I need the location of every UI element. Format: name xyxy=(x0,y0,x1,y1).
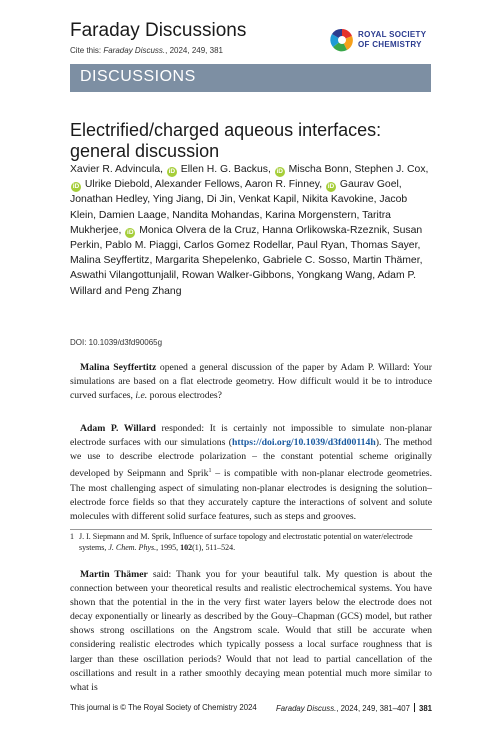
orcid-icon[interactable]: iD xyxy=(276,168,283,175)
author: Xavier R. Advincula, xyxy=(70,164,163,175)
paragraph-text: responded: It is certainly not impossible to simulate non-planar electrode surfaces with our simulations ( xyxy=(70,423,432,449)
footer-journal: Faraday Discuss. xyxy=(276,704,337,713)
paragraph-text: i.e. xyxy=(135,390,148,402)
speaker-name: Martin Thämer xyxy=(80,569,148,580)
speaker-name: Malina Seyffertitz xyxy=(80,362,157,373)
footnote-ref[interactable]: 1 xyxy=(208,468,212,475)
discussion-paragraph xyxy=(70,422,432,524)
citation-line xyxy=(70,46,223,55)
rsc-logo-text xyxy=(358,30,426,50)
orcid-icon[interactable]: iD xyxy=(72,183,80,191)
cite-prefix: Cite this: xyxy=(70,46,104,55)
banner-label: DISCUSSIONS xyxy=(80,68,196,85)
footer-rest: , 2024, 249, 381–407 xyxy=(336,704,410,713)
footer-divider xyxy=(414,703,415,712)
author: Ellen H. G. Backus, xyxy=(180,164,271,175)
page-number: 381 xyxy=(418,704,432,713)
orcid-icon[interactable]: iD xyxy=(168,168,176,175)
doi[interactable]: DOI: 10.1039/d3fd90065g xyxy=(70,338,163,347)
paragraph-text: porous electrodes? xyxy=(147,390,222,402)
logo-line2: OF CHEMISTRY xyxy=(358,40,422,49)
rsc-logo-icon xyxy=(330,28,354,52)
section-banner xyxy=(70,64,431,92)
paragraph-text: – is compatible with non-planar electrode geometries. The most challenging aspect of simulating non-planar electrodes is designing the solution–electrode force fields so that they accurately capture the interactions of solvent and solute molecules with different solid surface features, such as steps and grooves. xyxy=(70,468,432,522)
author-list xyxy=(70,162,430,299)
paragraph-text: opened a general discussion of the paper by Adam P. Willard: Your simulations are based on a flat electrode geometry. How difficult would it be to introduce curved surfaces, xyxy=(70,362,432,402)
footnote-journal: J. Chem. Phys. xyxy=(108,543,157,552)
journal-title: Faraday Discussions xyxy=(70,20,247,41)
orcid-icon[interactable]: iD xyxy=(127,228,134,236)
cite-journal: Faraday Discuss. xyxy=(103,46,166,55)
footnote-text xyxy=(79,531,432,553)
logo-line1: ROYAL SOCIETY xyxy=(358,30,427,39)
author: Mischa Bonn, xyxy=(288,164,352,175)
footnote-part: , 1995, xyxy=(156,543,181,552)
speaker-name: Adam P. Willard xyxy=(80,423,156,434)
doi-link[interactable]: https://doi.org/10.1039/d3fd00114h xyxy=(231,437,376,449)
author: Monica Olvera de la Cruz, Hanna Orlikowska-Rzeznik, Susan Perkin, Pablo M. Piaggi, Carlos Gomez Rodellar, Paul Ryan, Thomas Sayer, Malina Seyffertitz, Margarita Shepelenko, Gabriele C. Sosso, Martin Thämer, Aswathi Vilangottunjalil, Rowan Walker-Gibbons, Yongkang Wang, Adam P. Willard and Peng Zhang xyxy=(70,224,423,297)
discussion-paragraph xyxy=(70,361,432,403)
orcid-icon[interactable]: iD xyxy=(327,183,335,191)
author: Aaron R. Finney, xyxy=(244,179,323,191)
author: Stephen J. Cox, xyxy=(354,164,429,175)
footnote xyxy=(70,531,432,553)
page-footer xyxy=(70,703,432,717)
footnote-volume: 102 xyxy=(180,543,193,552)
rsc-logo xyxy=(330,28,434,54)
footnote-divider xyxy=(70,529,432,530)
footnote-number: 1 xyxy=(70,532,74,541)
discussion-paragraph xyxy=(70,568,432,695)
footer-citation xyxy=(276,703,432,713)
author: Gaurav Goel, Jonathan Hedley, Ying Jiang, Di Jin, Venkat Kapil, Nikita Kavokine, Jacob Klein, Damien Laage, Nandita Mohandas, Karina Morgenstern, Taritra Mukherjee, xyxy=(70,179,408,236)
paragraph-text: ). The method we use to describe electrode polarization – the constant potential scheme originally developed by Seipmann and Sprik xyxy=(70,437,432,480)
footnote-part: J. I. Siepmann and M. Sprik, Influence of surface topology and electrostatic potential on water/electrode systems, xyxy=(79,532,413,552)
author: Ulrike Diebold, Alexander Fellows, xyxy=(84,179,243,191)
copyright-line: This journal is © The Royal Society of Chemistry 2024 xyxy=(70,703,257,712)
paper-title: Electrified/charged aqueous interfaces: general discussion xyxy=(70,120,382,162)
cite-rest: , 2024, 249, 381 xyxy=(165,46,223,55)
paragraph-text: said: Thank you for your beautiful talk. My question is about the connection between your theoretical results and realistic electrochemical systems. You have shown that the potential in the in the very first water layers below the electrode does not decay exponentially or linearly as described by the Gouy–Chapman (GCS) model, but rather shows strong oscillations on the Angstrom scale. Would that still be accurate when considering realistic electrodes which typically possess a local surface roughness that is larger than these oscillation periods? Would that not lead to partial cancellation of the oscillations and result in a rather smoothly decaying mean potential much more similar to what is xyxy=(70,569,432,693)
footnote-part: (1), 511–524. xyxy=(192,543,236,552)
